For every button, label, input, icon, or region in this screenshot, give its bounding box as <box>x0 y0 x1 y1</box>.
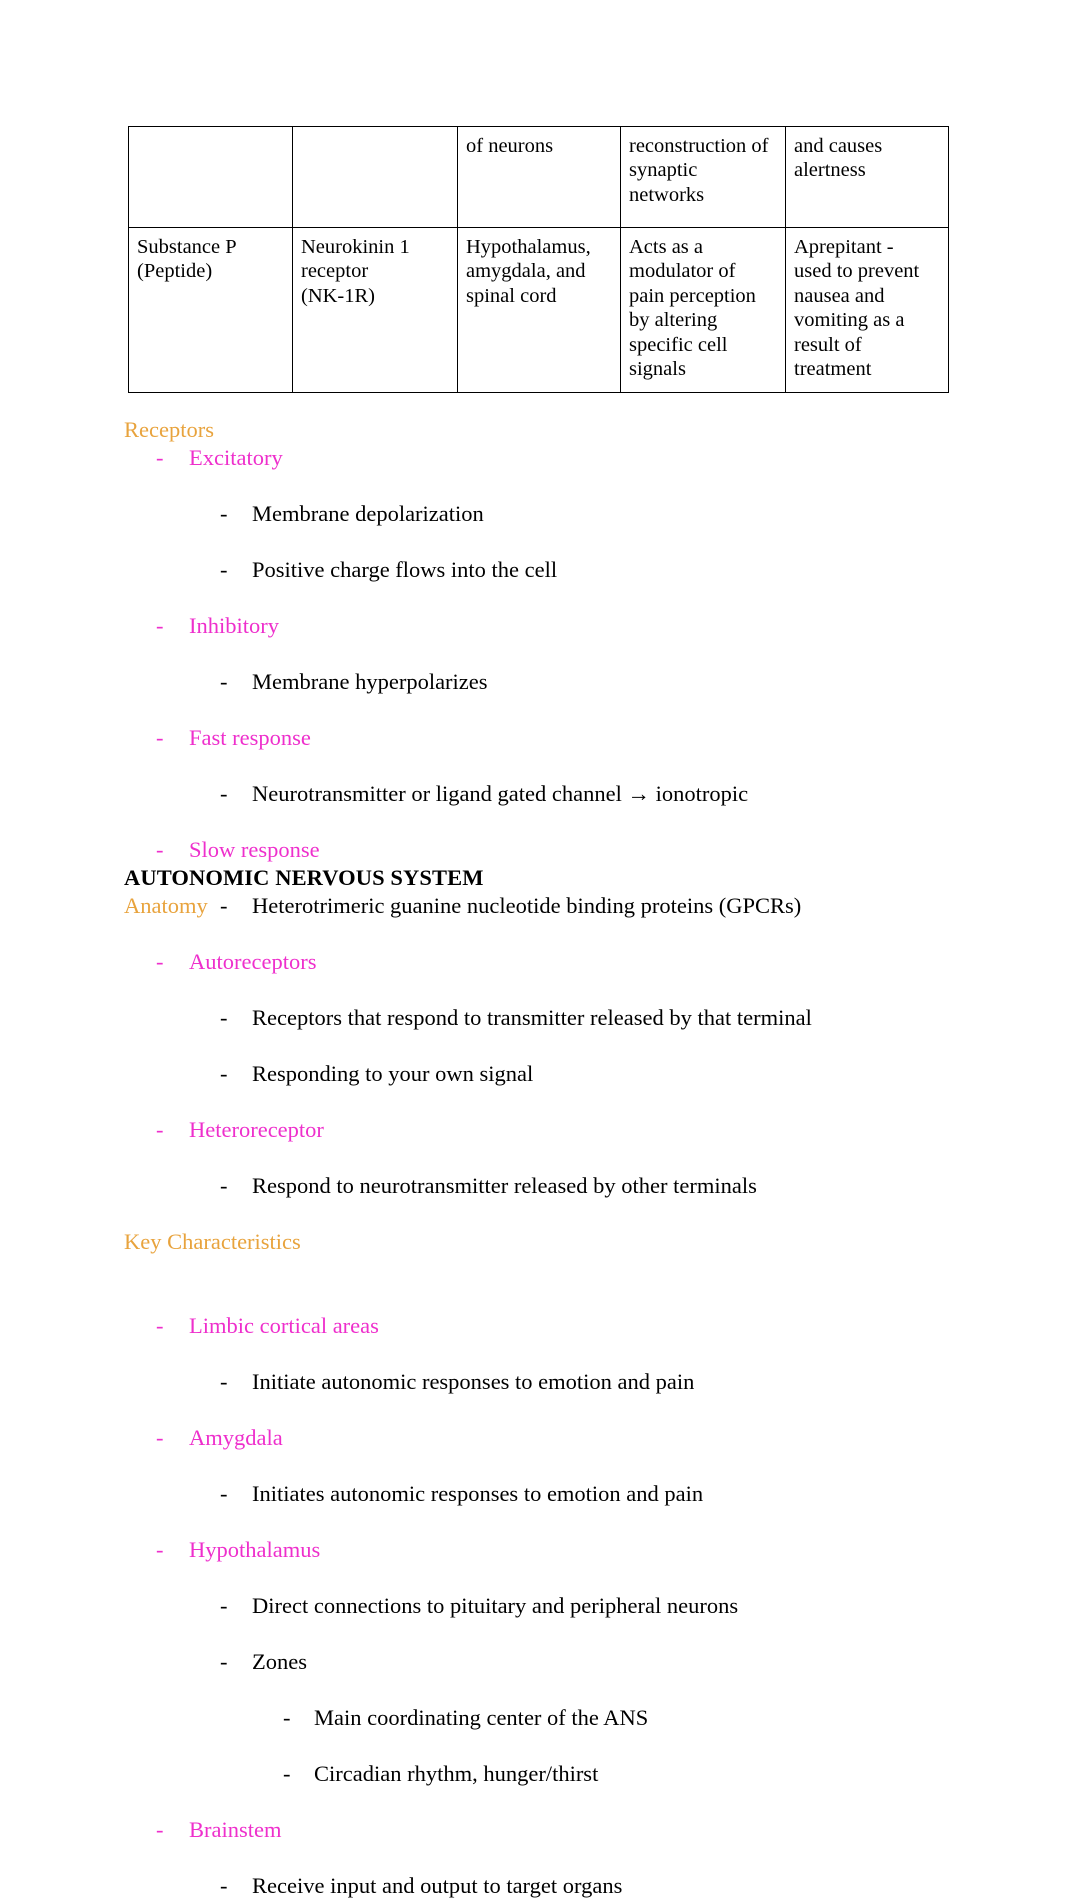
outline-item-label: Circadian rhythm, hunger/thirst <box>314 1761 599 1786</box>
bullet-dash-icon: - <box>220 1369 228 1394</box>
cell-line: result of <box>794 333 862 356</box>
cell-line: synaptic <box>629 159 698 182</box>
cell-line: treatment <box>794 357 872 380</box>
bullet-dash-icon: - <box>156 1425 164 1450</box>
outline-item-level-1 <box>0 1536 1080 1564</box>
bullet-dash-icon: - <box>220 1649 228 1674</box>
outline-item-level-1 <box>0 948 1080 976</box>
bullet-dash-icon: - <box>283 1705 291 1730</box>
outline-item-level-1 <box>0 1312 1080 1340</box>
outline-item-label: Main coordinating center of the ANS <box>314 1705 649 1730</box>
outline-item-level-1 <box>0 836 1080 864</box>
cell-line: (NK-1R) <box>301 284 376 307</box>
outline-item-level-2 <box>0 556 1080 584</box>
bullet-dash-icon: - <box>156 1313 164 1338</box>
outline-item-label: Initiate autonomic responses to emotion and pain <box>252 1369 695 1394</box>
bullet-dash-icon: - <box>156 725 164 750</box>
bullet-dash-icon: - <box>283 1761 291 1786</box>
cell-line: Neurokinin 1 <box>301 236 410 258</box>
section-heading: Anatomy <box>124 893 208 918</box>
cell-line: by altering <box>629 309 718 332</box>
outline-item-label: Receive input and output to target organs <box>252 1873 623 1898</box>
bullet-dash-icon: - <box>220 781 228 806</box>
cell-line: and causes <box>794 135 883 157</box>
outline-item-label: Slow response <box>189 837 320 862</box>
bullet-dash-icon: - <box>220 1481 228 1506</box>
bullet-dash-icon: - <box>220 1005 228 1030</box>
outline-item-label: Inhibitory <box>189 613 279 638</box>
outline-item-label: Responding to your own signal <box>252 1061 534 1086</box>
outline-item-level-1 <box>0 1116 1080 1144</box>
outline-item-level-2 <box>0 780 1080 808</box>
bullet-dash-icon: - <box>156 1817 164 1842</box>
outline-item-level-2 <box>0 1060 1080 1088</box>
outline-item-label: Positive charge flows into the cell <box>252 557 558 582</box>
bullet-dash-icon: - <box>220 501 228 526</box>
outline-item-level-2 <box>0 500 1080 528</box>
outline-item-level-2 <box>0 668 1080 696</box>
outline-item-label: Heteroreceptor <box>189 1117 324 1142</box>
cell-line: amygdala, and <box>466 260 586 283</box>
bullet-dash-icon: - <box>220 893 228 918</box>
cell-line: Hypothalamus, <box>466 236 591 258</box>
bullet-dash-icon: - <box>156 445 164 470</box>
cell-line: alertness <box>794 159 866 182</box>
cell-line: specific cell <box>629 333 728 356</box>
outline-item-level-2 <box>0 1648 1080 1676</box>
bullet-dash-icon: - <box>156 837 164 862</box>
bullet-dash-icon: - <box>156 1537 164 1562</box>
outline-item-level-1 <box>0 444 1080 472</box>
section-heading: AUTONOMIC NERVOUS SYSTEM <box>124 865 484 890</box>
cell-line: Substance P <box>137 236 237 258</box>
outline-item-label: Membrane hyperpolarizes <box>252 669 488 694</box>
outline-item-level-2 <box>0 1480 1080 1508</box>
bullet-dash-icon: - <box>220 1061 228 1086</box>
cell-line: nausea and <box>794 284 885 307</box>
outline-item-level-2 <box>0 1368 1080 1396</box>
outline-item-level-1 <box>0 1424 1080 1452</box>
bullet-dash-icon: - <box>220 557 228 582</box>
bullet-dash-icon: - <box>220 1873 228 1898</box>
bullet-dash-icon: - <box>220 1593 228 1618</box>
outline-item-label: Respond to neurotransmitter released by other terminals <box>252 1173 757 1198</box>
cell-line: modulator of <box>629 260 736 283</box>
outline-item-label: Initiates autonomic responses to emotion and pain <box>252 1481 704 1506</box>
cell-line: vomiting as a <box>794 309 905 332</box>
cell-line: pain perception <box>629 284 756 307</box>
outline-item-label: Autoreceptors <box>189 949 317 974</box>
cell-line: receptor <box>301 260 369 283</box>
outline-item-label: Zones <box>252 1649 307 1674</box>
outline-item-level-2 <box>0 1592 1080 1620</box>
outline-item-level-2 <box>0 1172 1080 1200</box>
outline-item-label: Excitatory <box>189 445 283 470</box>
outline-item-level-1 <box>0 612 1080 640</box>
outline-item-label: Hypothalamus <box>189 1537 321 1562</box>
cell-line: signals <box>629 357 686 380</box>
section-heading: Receptors <box>124 417 214 442</box>
outline-item-level-2 <box>0 1872 1080 1900</box>
cell-line: used to prevent <box>794 260 920 283</box>
cell-line: reconstruction of <box>629 135 769 157</box>
outline-item-label: Heterotrimeric guanine nucleotide binding proteins (GPCRs) <box>252 893 802 918</box>
bullet-dash-icon: - <box>156 949 164 974</box>
outline-item-label: Direct connections to pituitary and peripheral neurons <box>252 1593 739 1618</box>
bullet-dash-icon: - <box>220 669 228 694</box>
outline-item-label: Brainstem <box>189 1817 282 1842</box>
bullet-dash-icon: - <box>156 613 164 638</box>
outline-item-level-3 <box>0 1760 1080 1788</box>
outline-item-level-1 <box>0 724 1080 752</box>
cell-line: of neurons <box>466 135 554 157</box>
bullet-dash-icon: - <box>156 1117 164 1142</box>
outline-item-label: Neurotransmitter or ligand gated channel → ionotropic <box>252 781 749 806</box>
cell-line: Aprepitant - <box>794 236 894 258</box>
cell-line: networks <box>629 183 705 206</box>
outline-item-label: Limbic cortical areas <box>189 1313 379 1338</box>
outline-item-label: Membrane depolarization <box>252 501 484 526</box>
cell-line: Acts as a <box>629 236 704 258</box>
outline-item-level-1 <box>0 1816 1080 1844</box>
outline-item-label: Fast response <box>189 725 311 750</box>
outline-item-level-2 <box>0 1004 1080 1032</box>
outline-item-level-3 <box>0 1704 1080 1732</box>
cell-line: (Peptide) <box>137 260 213 283</box>
section-heading: Key Characteristics <box>124 1229 301 1254</box>
bullet-dash-icon: - <box>220 1173 228 1198</box>
outline-item-label: Receptors that respond to transmitter released by that terminal <box>252 1005 812 1030</box>
cell-line: spinal cord <box>466 284 557 307</box>
outline-item-label: Amygdala <box>189 1425 283 1450</box>
